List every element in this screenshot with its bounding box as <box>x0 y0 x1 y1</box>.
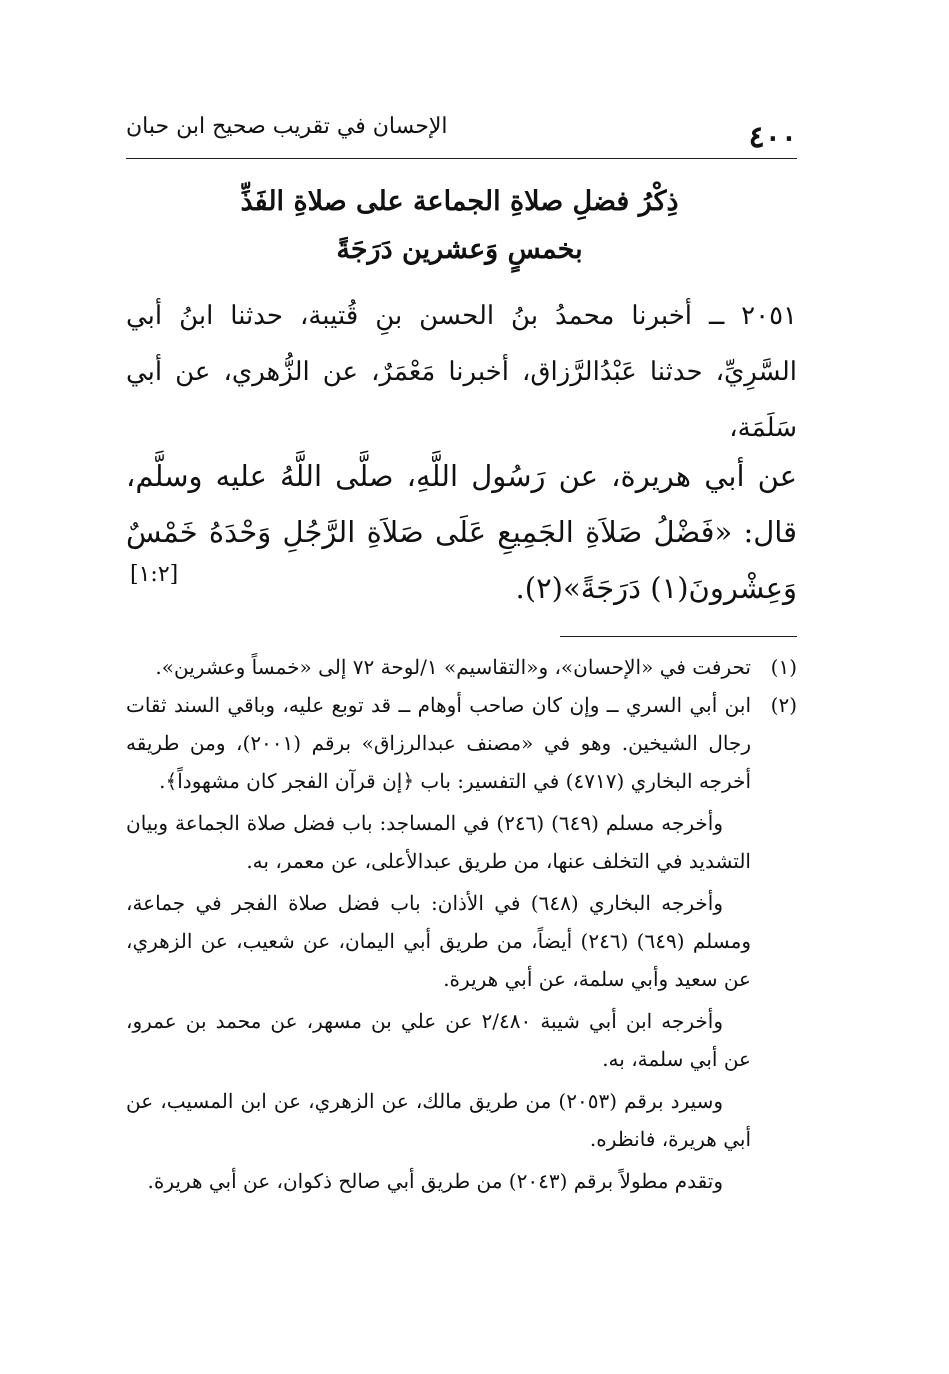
chapter-heading <box>150 178 769 274</box>
hadith-isnad: ٢٠٥١ ــ أخبرنا محمدُ بنُ الحسن بنِ قُتيبة، حدثنا ابنُ أبي السَّرِيِّ، حدثنا عَبْدُالرَّزاق، أخبرنا مَعْمَرٌ، عن الزُّهري، عن أبي سَلَمَة، <box>126 301 797 443</box>
page-number: ٤٠٠ <box>748 120 797 155</box>
footnote-paragraph: وأخرجه ابن أبي شيبة ٢/٤٨٠ عن علي بن مسهر، عن محمد بن عمرو، عن أبي سلمة، به. <box>126 1009 751 1071</box>
footnote-rule <box>560 636 797 637</box>
page-header <box>126 110 797 155</box>
footnote-text: ابن أبي السري ــ وإن كان صاحب أوهام ــ قد توبع عليه، وباقي السند ثقات رجال الشيخين. وهو في «مصنف عبدالرزاق» برقم (٢٠٠١)، ومن طريقه أخرجه البخاري (٤٧١٧) في التفسير: باب ﴿إن قرآن الفجر كان مشهوداً﴾. <box>126 693 751 793</box>
running-title: الإحسان في تقريب صحيح ابن حبان <box>126 114 448 139</box>
header-rule <box>126 158 797 159</box>
footnote-2 <box>126 686 797 800</box>
footnote-paragraph: وأخرجه البخاري (٦٤٨) في الأذان: باب فضل صلاة الفجر في جماعة، ومسلم (٦٤٩) (٢٤٦) أيضاً، من طريق أبي اليمان، عن شعيب، عن الزهري، عن سعيد وأبي سلمة، عن أبي هريرة. <box>126 891 751 991</box>
hadith-matn: عن أبي هريرة، عن رَسُول اللَّهِ، صلَّى اللَّهُ عليه وسلَّم، قال: «فَضْلُ صَلاَةِ الجَمِيعِ عَلَى صَلاَةِ الرَّجُلِ وَحْدَهُ خَمْسٌ وَعِشْرونَ(١) دَرَجَةً»(٢). <box>126 459 797 605</box>
footnote-paragraph: وأخرجه مسلم (٦٤٩) (٢٤٦) في المساجد: باب فضل صلاة الجماعة وبيان التشديد في التخلف عنها، من طريق عبدالأعلى، عن معمر، به. <box>126 811 751 873</box>
heading-line-2: بخمسٍ وَعشرين دَرَجَةً <box>336 234 583 265</box>
footnote-number: (١) <box>770 655 797 679</box>
footnote-paragraph: وتقدم مطولاً برقم (٢٠٤٣) من طريق أبي صالح ذكوان، عن أبي هريرة. <box>147 1169 723 1193</box>
hadith-reference: [١:٢] <box>130 562 179 587</box>
footnote-paragraph: وسيرد برقم (٢٠٥٣) من طريق مالك، عن الزهري، عن ابن المسيب، عن أبي هريرة، فانظره. <box>126 1089 751 1151</box>
footnote-1 <box>126 648 797 686</box>
footnotes <box>126 648 797 1200</box>
footnote-text: تحرفت في «الإحسان»، و«التقاسيم» ١/لوحة ٧٢ إلى «خمساً وعشرين». <box>155 655 751 679</box>
heading-line-1: ذِكْرُ فضلِ صلاةِ الجماعة على صلاةِ الفَذِّ <box>240 186 679 217</box>
footnote-number: (٢) <box>770 693 797 717</box>
